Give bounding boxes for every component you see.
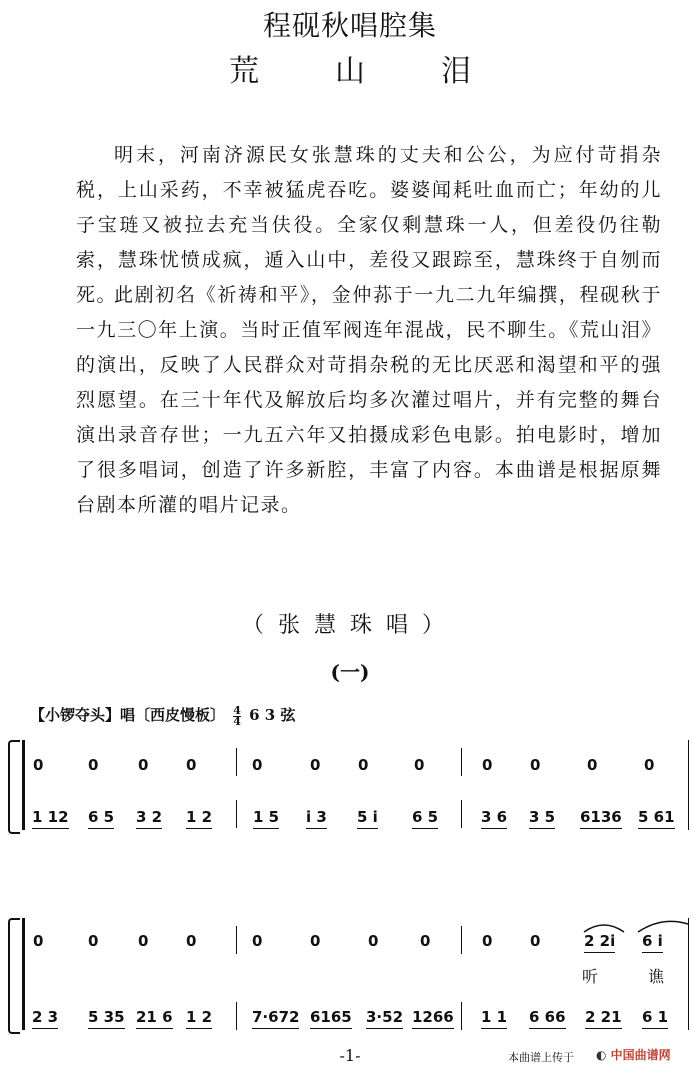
opera-title-char: 荒 — [229, 54, 259, 89]
note: 0 — [252, 756, 263, 774]
note: 5 i — [357, 808, 378, 829]
page-number: -1- — [339, 1046, 361, 1065]
note: 0 — [252, 932, 263, 950]
logo-mark-icon: ◐ — [596, 1048, 607, 1062]
tuning-label: 6 3 弦 — [249, 706, 296, 724]
note: 3·52 — [366, 1008, 403, 1029]
source-note: 本曲谱上传于 — [508, 1051, 574, 1064]
note: 0 — [358, 756, 369, 774]
note: 1 1 — [481, 1008, 507, 1029]
intro-paragraph: 明末，河南济源民女张慧珠的丈夫和公公，为应付苛捐杂税，上山采药，不幸被猛虎吞吃。婆婆闻耗吐血而亡；年幼的儿子宝琏又被拉去充当伕役。全家仅剩慧珠一人，但差役仍往勒索，慧珠忧愤成疯，遁入山中，差役又跟踪至，慧珠终于自刎而死。 — [76, 144, 662, 306]
note: 0 — [644, 756, 655, 774]
note: 1266 — [412, 1008, 454, 1029]
singer-label: （张慧珠唱） — [241, 613, 458, 638]
note: 0 — [138, 756, 149, 774]
note: 2 21 — [585, 1008, 622, 1029]
note: 2 3 — [32, 1008, 58, 1029]
note: 21 6 — [136, 1008, 173, 1029]
note: 1 2 — [186, 1008, 212, 1029]
note: 3 2 — [136, 808, 162, 829]
note: 1 5 — [253, 808, 279, 829]
section-label: (一) — [330, 660, 370, 684]
note: 0 — [368, 932, 379, 950]
note: 6 5 — [88, 808, 114, 829]
score-row-bottom — [0, 808, 700, 848]
note: 6 1 — [642, 1008, 668, 1029]
lyric-char: 谯 — [648, 967, 665, 986]
note: 0 — [414, 756, 425, 774]
note: 0 — [482, 756, 493, 774]
note: 0 — [33, 756, 44, 774]
source-logo-text: 中国曲谱网 — [610, 1048, 671, 1062]
note: 0 — [186, 756, 197, 774]
book-title: 程砚秋唱腔集 — [262, 9, 437, 42]
note: 3 5 — [529, 808, 555, 829]
note: 0 — [310, 756, 321, 774]
note: 6 i — [642, 932, 663, 953]
opera-title-char: 山 — [335, 54, 365, 89]
note: 7·672 — [252, 1008, 299, 1029]
note: 6165 — [310, 1008, 352, 1029]
note: 0 — [186, 932, 197, 950]
note: 0 — [482, 932, 493, 950]
note: 5 35 — [88, 1008, 125, 1029]
note: 5 61 — [638, 808, 675, 829]
note: 1 12 — [32, 808, 69, 829]
time-signature: $\frac{4}{4}$ — [233, 703, 241, 728]
note: 0 — [88, 756, 99, 774]
note: 6 5 — [412, 808, 438, 829]
note: 6136 — [580, 808, 622, 829]
lyric-char: 听 — [582, 967, 599, 986]
note: 0 — [33, 932, 44, 950]
note: 0 — [138, 932, 149, 950]
score-header — [30, 704, 295, 727]
intro-paragraph: 此剧初名《祈祷和平》，金仲荪于一九二九年编撰，程砚秋于一九三〇年上演。当时正值军阀连年混战，民不聊生。《荒山泪》的演出，反映了人民群众对苛捐杂税的无比厌恶和渴望和平的强烈愿望。在三十年代及解放后均多次灌过唱片，并有完整的舞台演出录音存世；一九五六年又拍摄成彩色电影。拍电影时，增加了很多唱词，创造了许多新腔，丰富了内容。本曲谱是根据原舞台剧本所灌的唱片记录。 — [76, 284, 662, 516]
note: 2 2i — [584, 932, 615, 953]
opera-title — [0, 46, 700, 90]
score-row-bottom — [0, 1008, 700, 1048]
slur-arc — [584, 925, 624, 932]
slur-marks — [582, 918, 692, 934]
note: 0 — [530, 756, 541, 774]
source-logo[interactable] — [596, 1046, 671, 1063]
note: 0 — [88, 932, 99, 950]
note: 1 2 — [186, 808, 212, 829]
slur-arc — [638, 921, 688, 932]
note: i 3 — [306, 808, 327, 829]
opera-title-char: 泪 — [441, 54, 471, 89]
note: 0 — [587, 756, 598, 774]
note: 0 — [420, 932, 431, 950]
note: 6 66 — [529, 1008, 566, 1029]
score-header-prefix: 【小锣夺头】唱〔西皮慢板〕 — [30, 706, 226, 724]
note: 3 6 — [481, 808, 507, 829]
note: 0 — [310, 932, 321, 950]
note: 0 — [530, 932, 541, 950]
score-row-top — [0, 756, 700, 796]
